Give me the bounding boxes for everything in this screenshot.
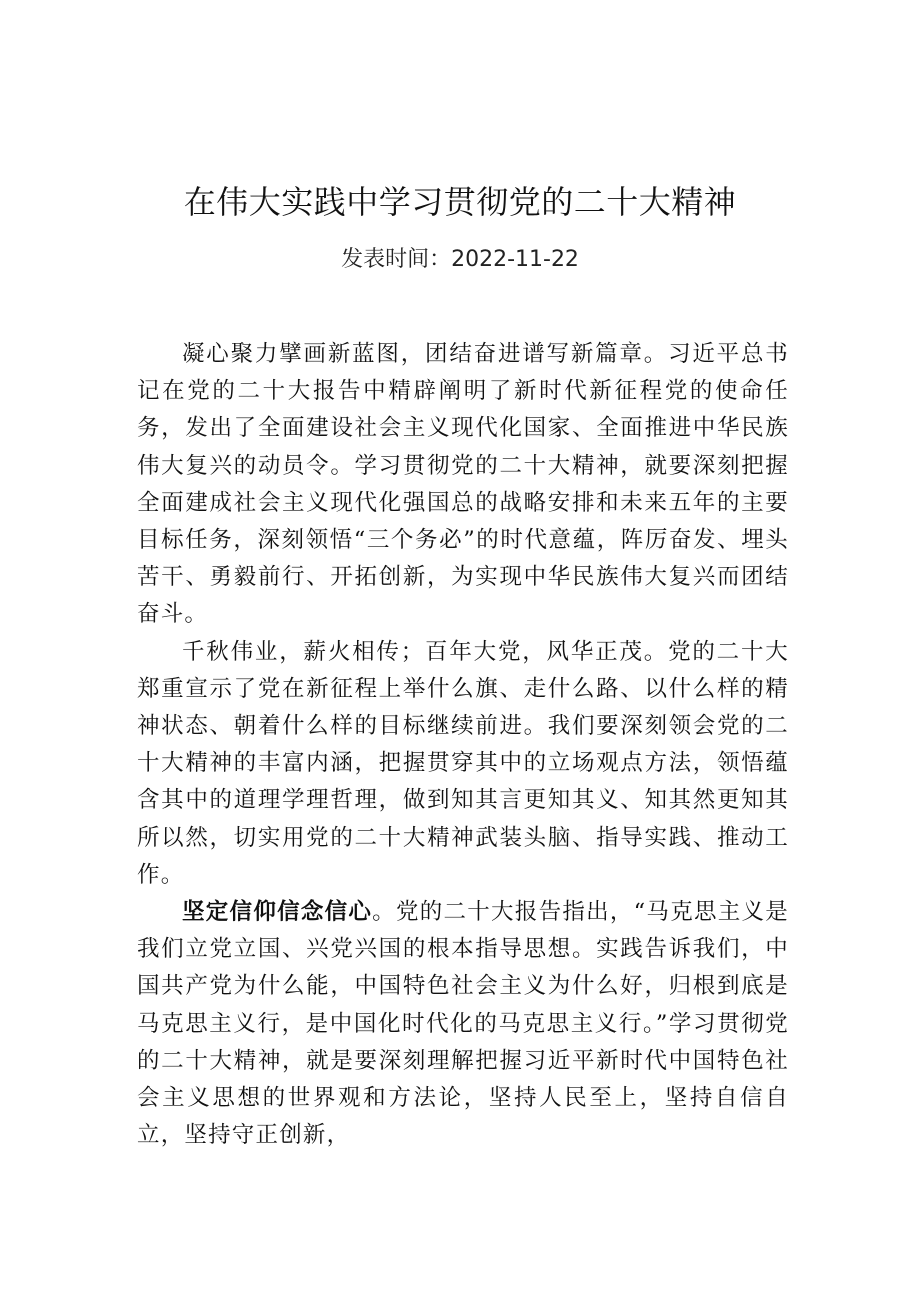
article-body — [137, 336, 789, 1154]
paragraph-3-text: 。党的二十大报告指出，“马克思主义是我们立党立国、兴党兴国的根本指导思想。实践告诉我们，中国共产党为什么能，中国特色社会主义为什么好，归根到底是马克思主义行，是中国化时代化的马克思主义行。”学习贯彻党的二十大精神，就是要深刻理解把握习近平新时代中国特色社会主义思想的世界观和方法论，坚持人民至上，坚持自信自立，坚持守正创新， — [137, 899, 789, 1149]
document-title: 在伟大实践中学习贯彻党的二十大精神 — [183, 183, 737, 221]
paragraph-2: 千秋伟业，薪火相传；百年大党，风华正茂。党的二十大郑重宣示了党在新征程上举什么旗、走什么路、以什么样的精神状态、朝着什么样的目标继续前进。我们要深刻领会党的二十大精神的丰富内涵，把握贯穿其中的立场观点方法，领悟蕴含其中的道理学理哲理，做到知其言更知其义、知其然更知其所以然，切实用党的二十大精神武装头脑、指导实践、推动工作。 — [137, 638, 789, 888]
paragraph-3-lead: 坚定信仰信念信心 — [182, 899, 373, 926]
publish-date-value: 2022-11-22 — [451, 247, 579, 272]
paragraph-1: 凝心聚力擘画新蓝图，团结奋进谱写新篇章。习近平总书记在党的二十大报告中精辟阐明了新时代新征程党的使命任务，发出了全面建设社会主义现代化国家、全面推进中华民族伟大复兴的动员令。学习贯彻党的二十大精神，就要深刻把握全面建成社会主义现代化强国总的战略安排和未来五年的主要目标任务，深刻领悟“三个务必”的时代意蕴，阵厉奋发、埋头苦干、勇毅前行、开拓创新，为实现中华民族伟大复兴而团结奋斗。 — [137, 341, 789, 628]
publish-date-label: 发表时间： — [341, 247, 452, 272]
paragraph-3 — [137, 894, 789, 1154]
publish-date — [0, 242, 920, 278]
